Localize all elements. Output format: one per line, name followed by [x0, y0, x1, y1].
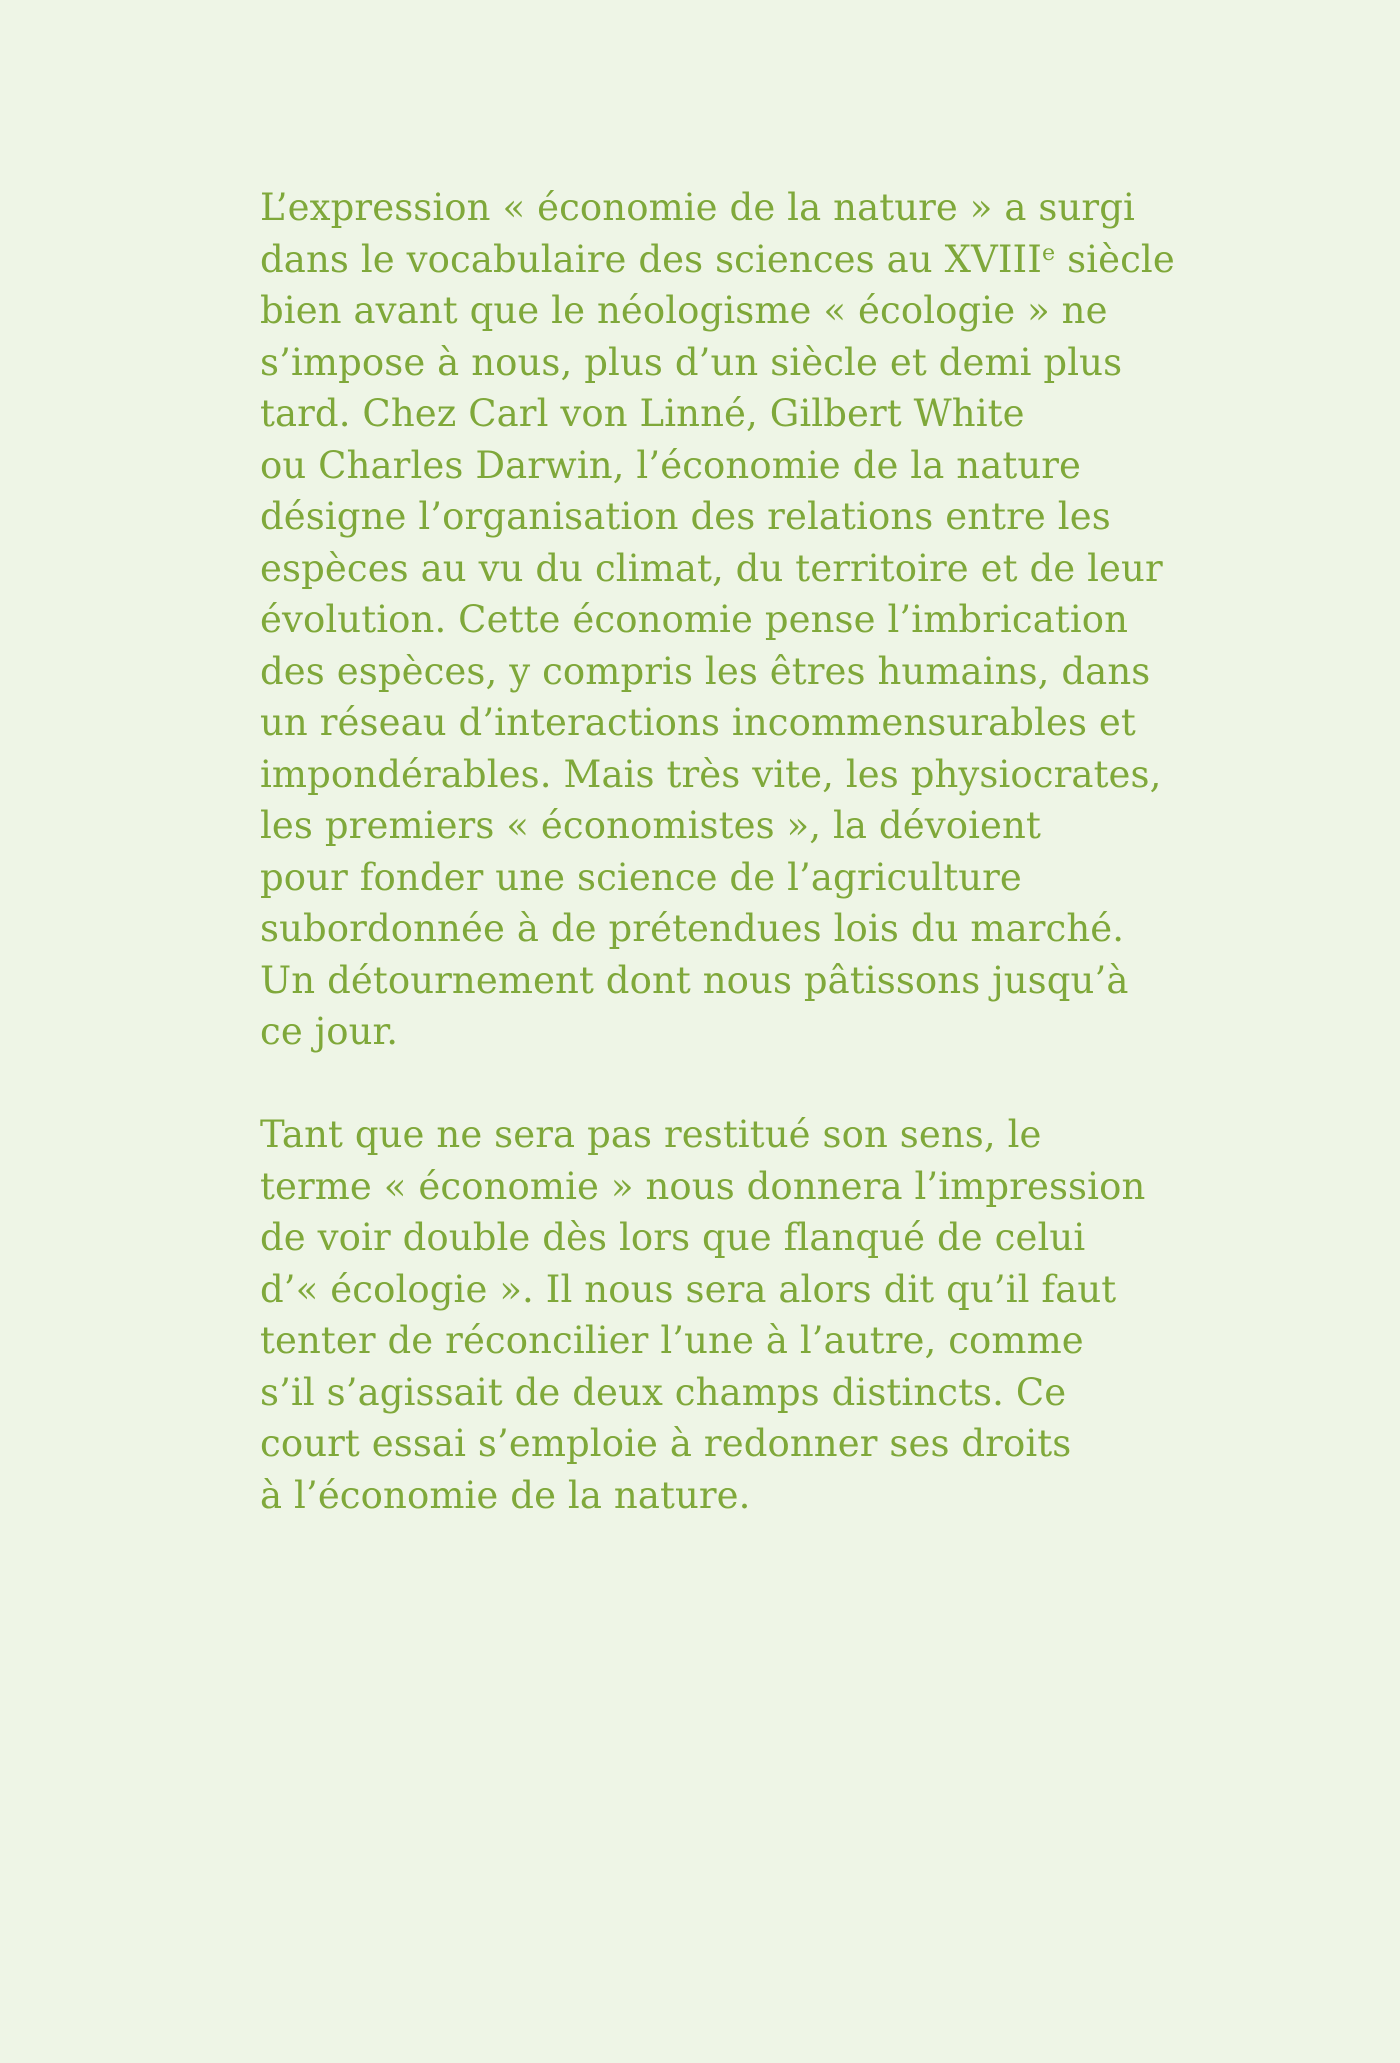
- text-line: [260, 234, 1280, 286]
- paragraph-1: [260, 182, 1280, 1058]
- text-line: espèces au vu du climat, du territoire et de leur: [260, 546, 1163, 590]
- text-line: tenter de réconcilier l’une à l’autre, comme: [260, 1319, 1084, 1362]
- text-line: L’expression « économie de la nature » a surgi: [260, 186, 1135, 229]
- text-line: évolution. Cette économie pense l’imbrication: [260, 598, 1129, 641]
- text-line: des espèces, y compris les êtres humains, dans: [260, 649, 1151, 693]
- text-line: tard. Chez Carl von Linné, Gilbert White: [260, 392, 1025, 435]
- text-line: terme « économie » nous donnera l’impression: [260, 1164, 1146, 1208]
- text-line: subordonnée à de prétendues lois du marché.: [260, 907, 1125, 950]
- text-line: les premiers « économistes », la dévoient: [260, 804, 1041, 847]
- text-line: bien avant que le néologisme « écologie » ne: [260, 289, 1108, 332]
- text-line: court essai s’emploie à redonner ses droits: [260, 1422, 1072, 1465]
- text-line: impondérables. Mais très vite, les physiocrates,: [260, 752, 1162, 796]
- text-line: ou Charles Darwin, l’économie de la nature: [260, 443, 1082, 487]
- text-line: s’impose à nous, plus d’un siècle et demi plus: [260, 340, 1123, 384]
- text-line: de voir double dès lors que flanqué de celui: [260, 1216, 1086, 1259]
- text-line: à l’économie de la nature.: [260, 1473, 751, 1517]
- text-line: Un détournement dont nous pâtissons jusqu’à: [260, 958, 1129, 1002]
- text-line: s’il s’agissait de deux champs distincts. Ce: [260, 1370, 1067, 1414]
- text-line-main: dans le vocabulaire des sciences au XVIII: [260, 237, 1042, 281]
- superscript: e: [1042, 239, 1056, 266]
- text-line: Tant que ne sera pas restitué son sens, le: [260, 1113, 1042, 1156]
- text-line: pour fonder une science de l’agriculture: [260, 855, 1022, 899]
- body-text: [260, 182, 1280, 1521]
- text-line: désigne l’organisation des relations entre les: [260, 495, 1111, 538]
- text-line: d’« écologie ». Il nous sera alors dit qu’il faut: [260, 1267, 1117, 1311]
- text-line-tail: siècle: [1055, 237, 1175, 281]
- text-line: un réseau d’interactions incommensurables et: [260, 701, 1136, 744]
- paragraph-2: [260, 1109, 1280, 1521]
- text-line: ce jour.: [260, 1010, 399, 1053]
